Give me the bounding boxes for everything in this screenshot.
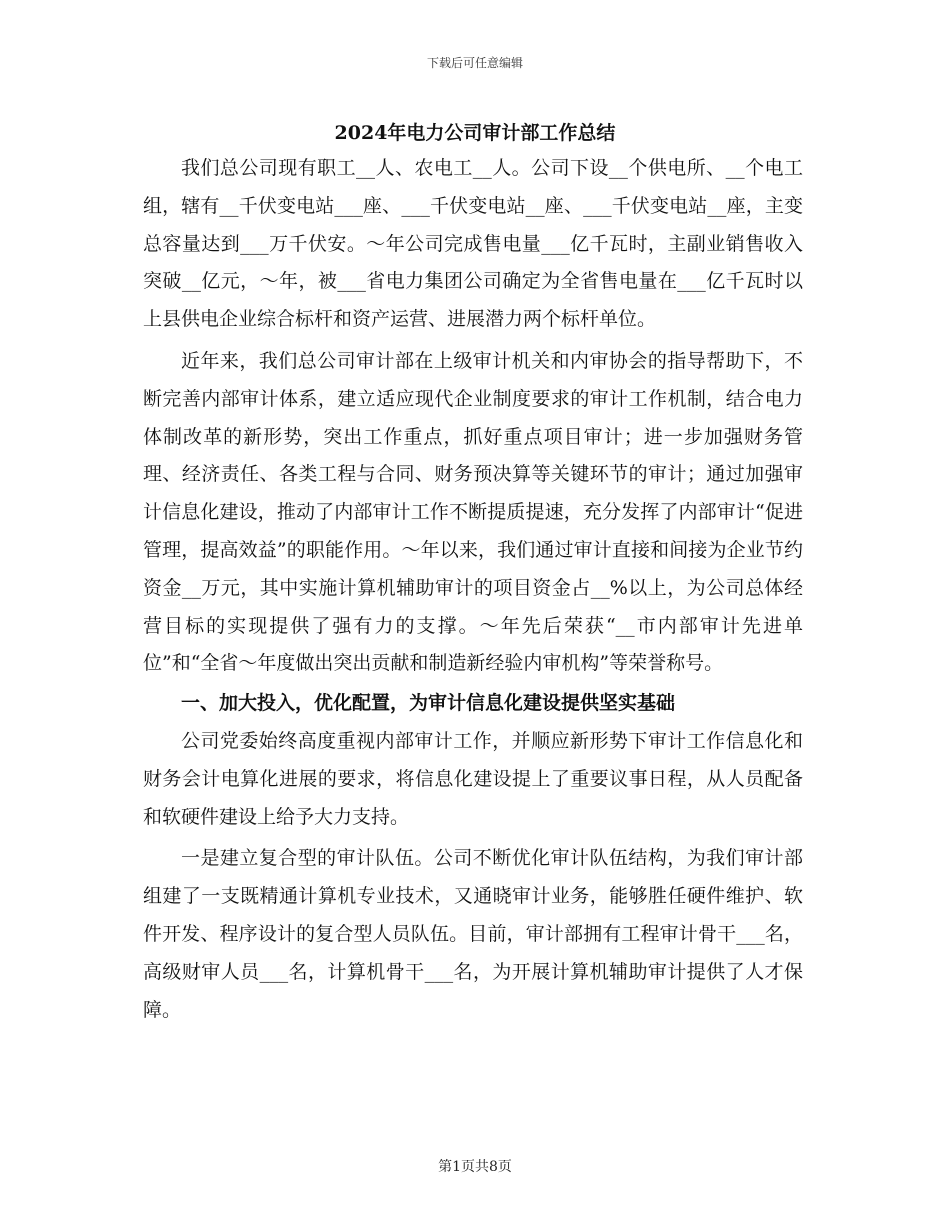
- header-note: 下载后可任意编辑: [426, 56, 523, 70]
- paragraph-intro: 我们总公司现有职工__人、农电工__人。公司下设__个供电所、__个电工组，辖有__千伏变电站___座、___千伏变电站__座、___千伏变电站__座，主变总容量达到___万千伏安。～年公司完成售电量___亿千瓦时，主副业销售收入突破__亿元，～年，被___省电力集团公司确定为全省售电量在___亿千瓦时以上县供电企业综合标杆和资产运营、进展潜力两个标杆单位。: [143, 157, 803, 331]
- paragraph-section-1-point-1: 一是建立复合型的审计队伍。公司不断优化审计队伍结构，为我们审计部组建了一支既精通计算机专业技术，又通晓审计业务，能够胜任硬件维护、软件开发、程序设计的复合型人员队伍。目前，审计部拥有工程审计骨干___名，高级财审人员___名，计算机骨干___名，为开展计算机辅助审计提供了人才保障。: [143, 847, 803, 1021]
- paragraph-overview: 近年来，我们总公司审计部在上级审计机关和内审协会的指导帮助下，不断完善内部审计体系，建立适应现代企业制度要求的审计工作机制，结合电力体制改革的新形势，突出工作重点，抓好重点项目审计；进一步加强财务管理、经济责任、各类工程与合同、财务预决算等关键环节的审计；通过加强审计信息化建设，推动了内部审计工作不断提质提速，充分发挥了内部审计“促进管理，提高效益”的职能作用。～年以来，我们通过审计直接和间接为企业节约资金__万元，其中实施计算机辅助审计的项目资金占__%以上，为公司总体经营目标的实现提供了强有力的支撑。～年先后荣获“__市内部审计先进单位”和“全省～年度做出突出贡献和制造新经验内审机构”等荣誉称号。: [143, 349, 803, 675]
- document-title: 2024年电力公司审计部工作总结: [334, 122, 616, 144]
- document-body: [143, 150, 803, 1029]
- page-footer: 第1页共8页: [438, 1159, 512, 1175]
- paragraph-section-1-intro: 公司党委始终高度重视内部审计工作，并顺应新形势下审计工作信息化和财务会计电算化进展的要求，将信息化建设提上了重要议事日程，从人员配备和软硬件建设上给予大力支持。: [143, 729, 803, 828]
- section-heading-1: 一、加大投入，优化配置，为审计信息化建设提供坚实基础: [181, 692, 676, 715]
